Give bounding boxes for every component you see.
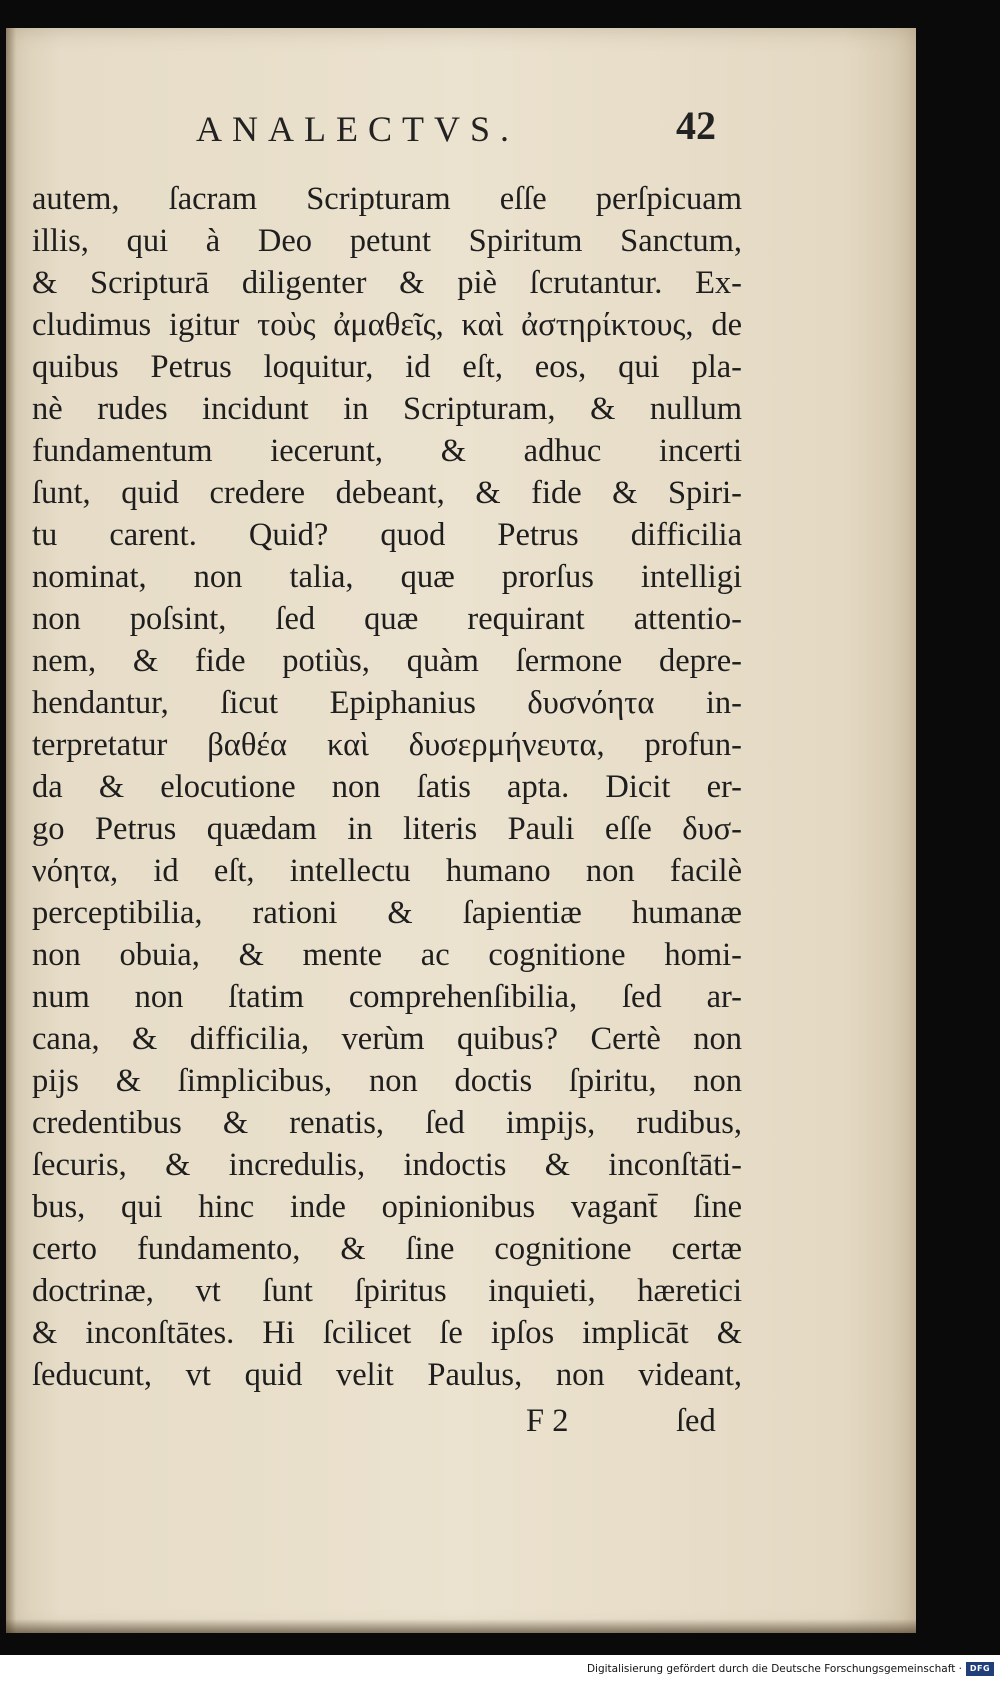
book-page (6, 28, 916, 1633)
text-line: cludimus igitur τοὺς ἀμαθεῖς, καὶ ἀστηρίκτους, de (32, 307, 742, 343)
text-line: doctrinæ, vt ſunt ſpiritus inquieti, hæretici (32, 1273, 742, 1309)
text-line: νόητα, id eſt, intellectu humano non facilè (32, 853, 742, 889)
text-line: illis, qui à Deo petunt Spiritum Sanctum, (32, 223, 742, 259)
text-line: cana, & difficilia, verùm quibus? Certè non (32, 1021, 742, 1057)
text-line: autem, ſacram Scripturam eſſe perſpicuam (32, 181, 742, 217)
digitization-footer (0, 1655, 1000, 1688)
text-line: quibus Petrus loquitur, id eſt, eos, qui pla- (32, 349, 742, 385)
body-text (32, 178, 742, 1396)
page-footer-line (526, 1403, 746, 1447)
text-line: ſecuris, & incredulis, indoctis & inconſtāti- (32, 1147, 742, 1183)
text-line: credentibus & renatis, ſed impijs, rudibus, (32, 1105, 742, 1141)
text-line: tu carent. Quid? quod Petrus difficilia (32, 517, 742, 553)
text-line: non poſsint, ſed quæ requirant attentio- (32, 601, 742, 637)
text-line: num non ſtatim comprehenſibilia, ſed ar- (32, 979, 742, 1015)
text-line: nominat, non talia, quæ prorſus intelligi (32, 559, 742, 595)
text-line: ſeducunt, vt quid velit Paulus, non videant, (32, 1357, 742, 1393)
text-line: ſunt, quid credere debeant, & fide & Spiri- (32, 475, 742, 511)
text-line: & inconſtātes. Hi ſcilicet ſe ipſos implicāt & (32, 1315, 742, 1351)
text-line: & Scripturā diligenter & piè ſcrutantur. Ex- (32, 265, 742, 301)
signature-mark: F 2 (526, 1403, 569, 1439)
text-line: fundamentum iecerunt, & adhuc incerti (32, 433, 742, 469)
text-line: non obuia, & mente ac cognitione homi- (32, 937, 742, 973)
text-line: go Petrus quædam in literis Pauli eſſe δυσ- (32, 811, 742, 847)
catchword: ſed (676, 1403, 716, 1439)
text-line: pijs & ſimplicibus, non doctis ſpiritu, non (32, 1063, 742, 1099)
running-head: ANALECTVS. (196, 109, 519, 149)
text-line: perceptibilia, rationi & ſapientiæ humanæ (32, 895, 742, 931)
text-line: hendantur, ſicut Epiphanius δυσνόητα in- (32, 685, 742, 721)
funding-credit: Digitalisierung gefördert durch die Deutsche Forschungsgemeinschaft · (586, 1663, 962, 1675)
text-line: bus, qui hinc inde opinionibus vagant̄ ſine (32, 1189, 742, 1225)
text-line: nè rudes incidunt in Scripturam, & nullum (32, 391, 742, 427)
text-line: nem, & fide potiùs, quàm ſermone depre- (32, 643, 742, 679)
text-line: da & elocutione non ſatis apta. Dicit er- (32, 769, 742, 805)
page-header (6, 103, 916, 158)
dfg-logo-icon: DFG (966, 1662, 994, 1676)
text-line: certo fundamento, & ſine cognitione certæ (32, 1231, 742, 1267)
page-bottom-edge-shadow (6, 1619, 916, 1633)
page-left-edge-shadow (6, 28, 16, 1633)
page-number: 42 (676, 103, 716, 148)
text-line: terpretatur βαθέα καὶ δυσερμήνευτα, profun- (32, 727, 742, 763)
